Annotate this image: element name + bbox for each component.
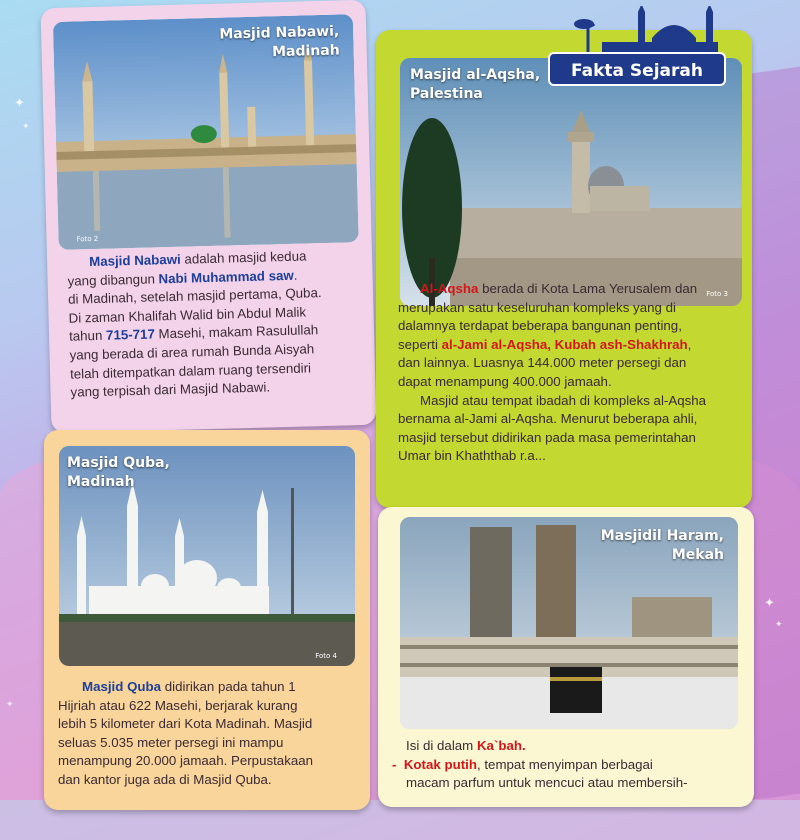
highlight-term: Al-Aqsha [420,281,479,296]
highlight-term: Kotak putih [403,756,477,772]
text-line: lebih 5 kilometer dari Kota Madinah. Masjid [58,716,313,732]
sparkle-icon: ✦ [6,700,14,710]
highlight-term: Masjid Nabawi [88,251,181,270]
text-line: Di zaman Khalifah Walid bin Abdul Malik [68,304,307,326]
highlight-term: Nabi Muhammad saw [158,267,294,286]
photo-caption-line2: Mekah [671,547,724,563]
text-line: macam parfum untuk mencuci atau membersih- [406,775,688,791]
fakta-sejarah-badge [544,6,734,90]
text-line: didirikan pada tahun 1 [161,679,296,694]
sparkle-icon: ✦ [22,122,30,132]
sparkle-icon: ✦ [775,620,783,630]
sparkle-icon: ✦ [14,96,25,111]
photo-masjidil-haram [400,517,738,729]
photo-caption-line1: Masjidil Haram, [600,528,724,544]
text-line: Umar bin Khaththab r.a... [398,448,546,464]
card-masjid-quba [44,430,370,810]
card-text [67,246,371,403]
text-line: Masjid atau tempat ibadah di kompleks al-Aqsha [420,392,707,408]
text-line: merupakan satu keseluruhan kompleks yang di [398,299,676,315]
photo-label: Foto 2 [76,234,99,244]
text-line: yang dibangun [67,270,159,289]
card-text [58,678,358,790]
text-line: dalamnya terdapat beberapa bangunan penting, [398,318,682,334]
photo-caption-line2: Madinah [271,42,340,61]
sparkle-icon: ✦ [764,596,775,611]
text-line: adalah masjid kedua [180,248,307,267]
text-line: di Madinah, setelah masjid pertama, Quba. [67,285,322,307]
card-masjid-nabawi [40,0,376,433]
photo-label: Foto 3 [706,290,728,298]
text-line: . [293,267,298,283]
text-line: dapat menampung 400.000 jamaah. [398,373,612,389]
text-line: dan kantor juga ada di Masjid Quba. [58,771,272,787]
text-line: dan lainnya. Luasnya 144.000 meter persegi dan [398,355,687,371]
text-line: yang terpisah dari Masjid Nabawi. [70,379,271,400]
photo-caption-line2: Madinah [67,474,135,490]
card-text [398,280,738,466]
photo-masjid-quba [59,446,355,666]
photo-masjid-nabawi [53,14,359,250]
card-masjidil-haram [378,507,754,807]
photo-caption-line2: Palestina [410,86,483,102]
text-line: berada di Kota Lama Yerusalem dan [478,281,698,296]
card-masjid-al-aqsha [376,30,752,508]
text-line: , tempat menyimpan berbagai [476,756,653,772]
photo-caption-line1: Masjid Quba, [67,455,170,471]
list-dash: - [392,756,397,772]
photo-label: Foto 4 [315,652,337,660]
text-line: menampung 20.000 jamaah. Perpustakaan [58,753,314,769]
photo-caption-line1: Masjid al-Aqsha, [410,67,541,83]
text-line: yang berada di area rumah Bunda Aisyah [69,341,315,363]
text-line: bernama al-Jami al-Aqsha. Menurut beberapa ahli, [398,411,698,427]
text-line: Isi di dalam [406,738,477,753]
text-line: , [687,336,692,352]
badge-label: Fakta Sejarah [548,52,726,86]
text-line: masjid tersebut didirikan pada masa pemerintahan [398,429,696,445]
text-line: seperti [398,336,442,352]
text-line: Masehi, makam Rasulullah [154,322,319,342]
highlight-term: Ka`bah. [476,738,526,753]
text-line: Hijriah atau 622 Masehi, berjarak kurang [58,697,298,713]
photo-caption-line1: Masjid Nabawi, [219,23,340,43]
highlight-term: al-Jami al-Aqsha, Kubah ash-Shakhrah [441,336,688,352]
text-line: seluas 5.035 meter persegi ini mampu [58,734,284,750]
text-line: tahun [68,328,107,345]
highlight-term: 715-717 [105,326,156,344]
photo-masjid-al-aqsha [400,58,742,306]
highlight-term: Masjid Quba [82,679,162,694]
card-text [392,737,742,793]
text-line: telah ditempatkan dalam ruang tersendiri [69,359,312,382]
